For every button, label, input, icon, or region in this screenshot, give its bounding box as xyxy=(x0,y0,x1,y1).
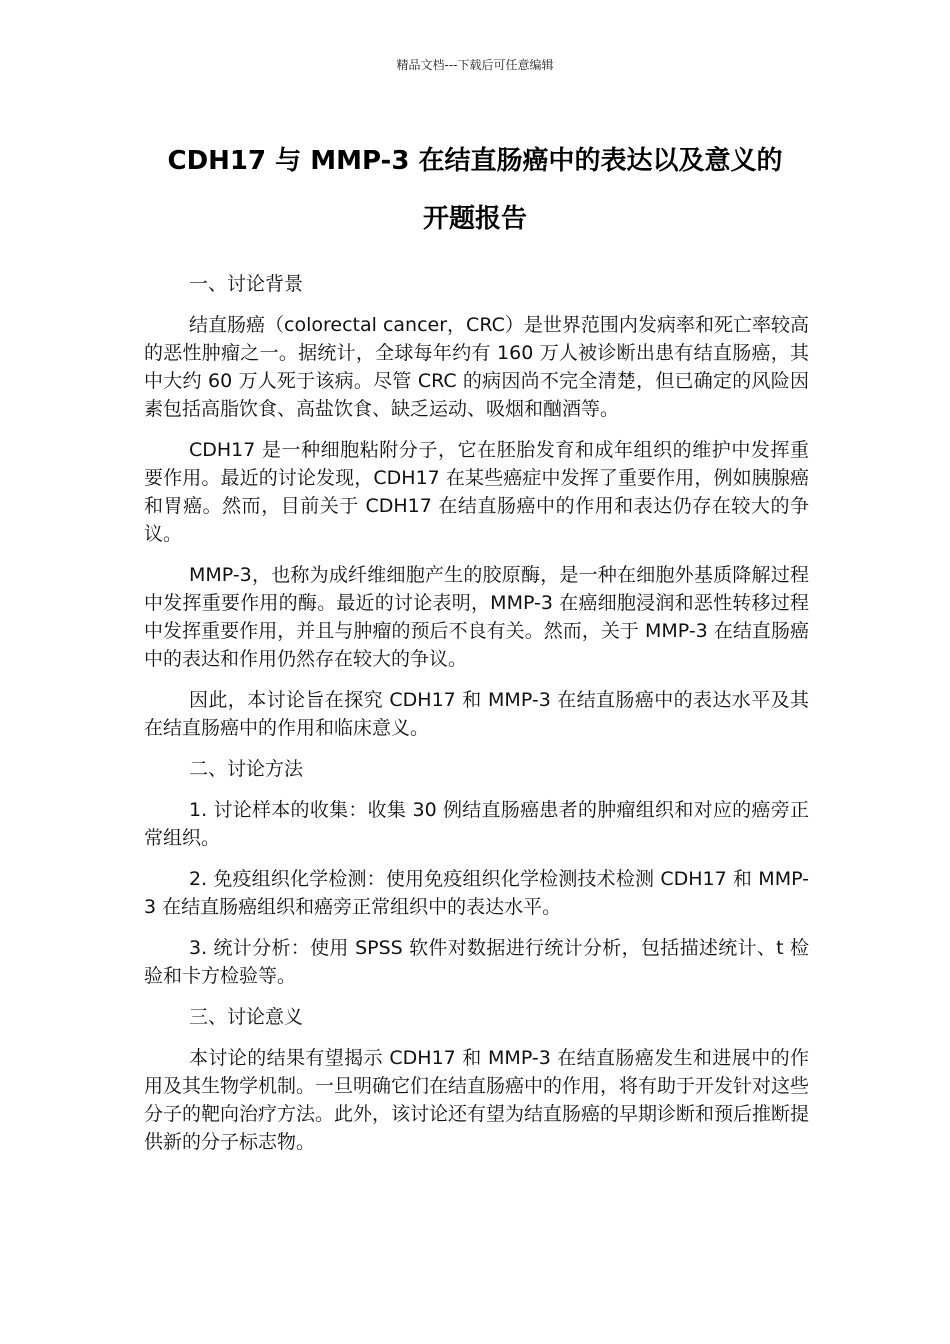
paragraph-background-1: 结直肠癌（colorectal cancer，CRC）是世界范围内发病率和死亡率较高的恶性肿瘤之一。据统计，全球每年约有 160 万人被诊断出患有结直肠癌，其中大约 60 万人死于该病。尽管 CRC 的病因尚不完全清楚，但已确定的风险因素包括高脂饮食、高盐饮食、缺乏运动、吸烟和酗酒等。 xyxy=(144,314,809,420)
section-heading-methods: 二、讨论方法 xyxy=(189,758,304,780)
section-heading-significance: 三、讨论意义 xyxy=(189,1006,304,1028)
paragraph-background-2: CDH17 是一种细胞粘附分子，它在胚胎发育和成年组织的维护中发挥重要作用。最近的讨论发现，CDH17 在某些癌症中发挥了重要作用，例如胰腺癌和胃癌。然而，目前关于 CDH17 在结直肠癌中的作用和表达仍存在较大的争议。 xyxy=(144,439,809,545)
document-body xyxy=(144,270,809,1169)
title-line-1: CDH17 与 MMP-3 在结直肠癌中的表达以及意义的 xyxy=(167,146,783,176)
paragraph-background-3: MMP-3，也称为成纤维细胞产生的胶原酶，是一种在细胞外基质降解过程中发挥重要作用的酶。最近的讨论表明，MMP-3 在癌细胞浸润和恶性转移过程中发挥重要作用，并且与肿瘤的预后不良有关。然而，关于 MMP-3 在结直肠癌中的表达和作用仍然存在较大的争议。 xyxy=(144,564,809,670)
paragraph-methods-3: 3. 统计分析：使用 SPSS 软件对数据进行统计分析，包括描述统计、t 检验和卡方检验等。 xyxy=(144,937,809,987)
paragraph-background-4: 因此，本讨论旨在探究 CDH17 和 MMP-3 在结直肠癌中的表达水平及其在结直肠癌中的作用和临床意义。 xyxy=(144,689,809,739)
paragraph-methods-2: 2. 免疫组织化学检测：使用免疫组织化学检测技术检测 CDH17 和 MMP-3 在结直肠癌组织和癌旁正常组织中的表达水平。 xyxy=(144,868,809,918)
header-note: 精品文档---下载后可任意编辑 xyxy=(396,58,554,72)
title-line-2: 开题报告 xyxy=(422,204,527,234)
section-heading-background: 一、讨论背景 xyxy=(189,273,304,295)
document-title xyxy=(120,132,830,248)
paragraph-methods-1: 1. 讨论样本的收集：收集 30 例结直肠癌患者的肿瘤组织和对应的癌旁正常组织。 xyxy=(144,799,809,849)
paragraph-significance-1: 本讨论的结果有望揭示 CDH17 和 MMP-3 在结直肠癌发生和进展中的作用及其生物学机制。一旦明确它们在结直肠癌中的作用，将有助于开发针对这些分子的靶向治疗方法。此外，该讨论还有望为结直肠癌的早期诊断和预后推断提供新的分子标志物。 xyxy=(144,1047,810,1153)
